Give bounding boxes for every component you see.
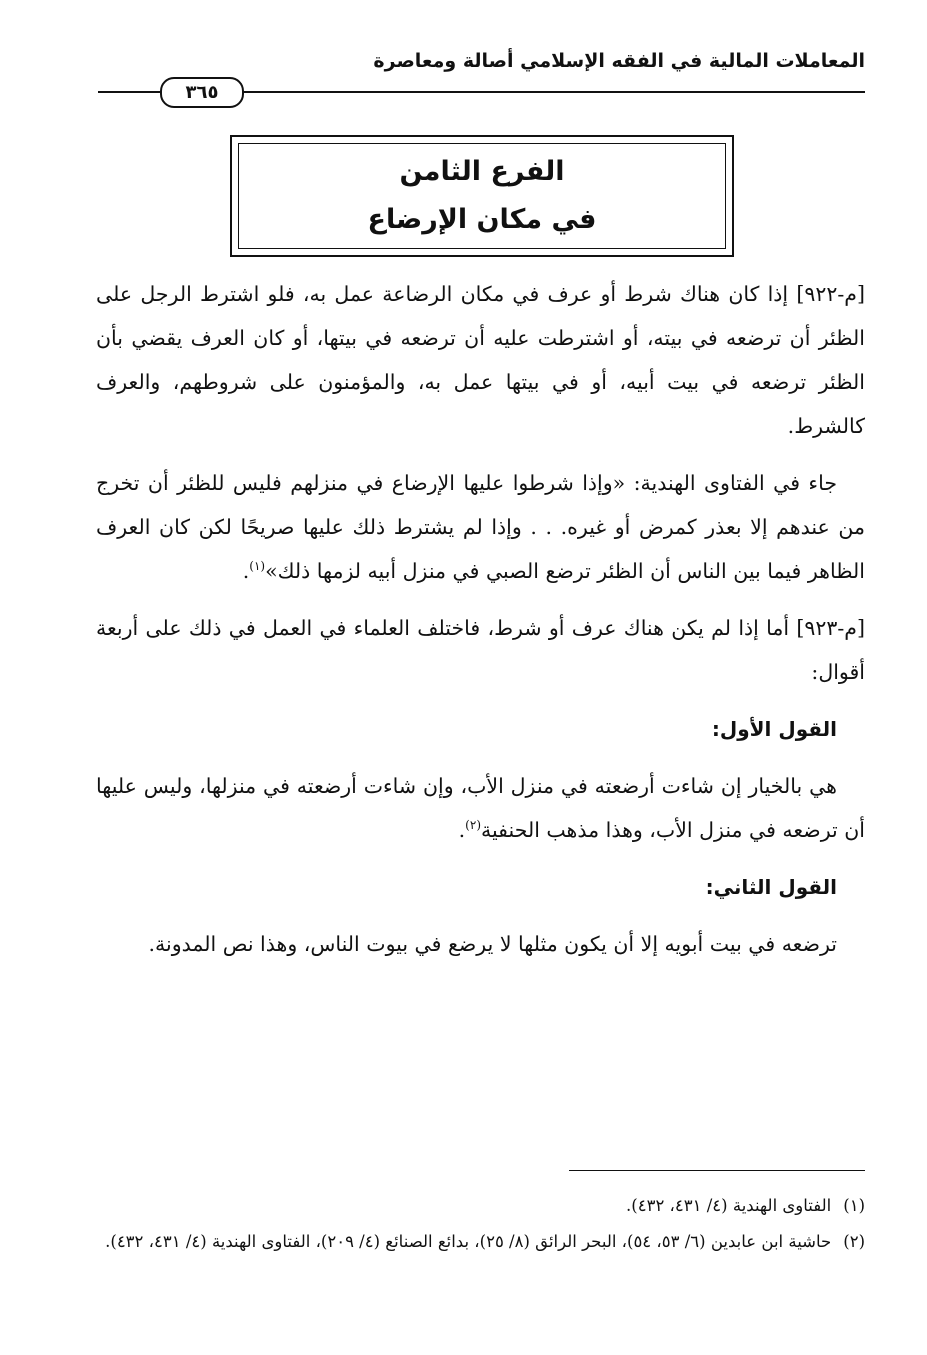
paragraph-923: [م-٩٢٣] أما إذا لم يكن هناك عرف أو شرط، فاختلف العلماء في العمل في ذلك على أربعة أقوال: <box>96 616 865 684</box>
footnote-item <box>96 1188 865 1224</box>
paragraph-second-opinion: ترضعه في بيت أبويه إلا أن يكون مثلها لا يرضع في بيوت الناس، وهذا نص المدونة. <box>148 932 837 956</box>
footnote-ref-1: (١) <box>249 559 266 574</box>
quote-text: جاء في الفتاوى الهندية: «وإذا شرطوا عليها الإرضاع في منزلهم فليس للظئر أن تخرج من عندهم إلا بعذر كمرض أو غيره. . . وإذا لم يشترط ذلك عليها صريحًا لكن كان العرف الظاهر فيما بين الناس أن الظئر ترضع الصبي في منزل أبيه لزمها ذلك» <box>96 471 865 583</box>
paragraph-end-mark: . <box>242 559 250 583</box>
footnote-number: (١) <box>843 1196 865 1215</box>
running-header-title: المعاملات المالية في الفقه الإسلامي أصالة ومعاصرة <box>373 50 865 72</box>
footnote-text: الفتاوى الهندية (٤/ ٤٣١، ٤٣٢). <box>626 1196 832 1215</box>
footnote-number: (٢) <box>843 1232 865 1251</box>
footnote-item <box>96 1224 865 1260</box>
section-title-inner-frame <box>238 143 726 249</box>
subheading-first-opinion: القول الأول: <box>711 717 837 741</box>
footnotes <box>96 1188 865 1260</box>
footnote-separator <box>569 1170 865 1171</box>
footnote-text: حاشية ابن عابدين (٦/ ٥٣، ٥٤)، البحر الرائق (٨/ ٢٥)، بدائع الصنائع (٤/ ٢٠٩)، الفتاوى الهندية (٤/ ٤٣١، ٤٣٢). <box>105 1232 832 1251</box>
paragraph-922: [م-٩٢٢] إذا كان هناك شرط أو عرف في مكان الرضاعة عمل به، فلو اشترط الرجل على الظئر أن ترضعه في بيته، أو اشترطت عليه أن ترضعه في بيتها، أو كان العرف يقضي بأن الظئر ترضعه في بيت أبيه، أو في بيتها عمل به، والمؤمنون على شروطهم، والعرف كالشرط. <box>96 282 865 438</box>
paragraph-fatawa-quote <box>96 461 865 593</box>
section-title-frame <box>230 135 734 257</box>
page-number: ٣٦٥ <box>160 77 244 108</box>
first-opinion-text: هي بالخيار إن شاءت أرضعته في منزل الأب، وإن شاءت أرضعته في منزلها، وليس عليها أن ترضعه في منزل الأب، وهذا مذهب الحنفية <box>96 774 865 842</box>
paragraph-end-mark: . <box>458 818 466 842</box>
section-title-line-1: الفرع الثامن <box>399 156 565 187</box>
footnote-ref-2: (٢) <box>465 818 481 833</box>
subheading-second-opinion: القول الثاني: <box>705 875 837 899</box>
paragraph-first-opinion <box>96 764 865 852</box>
body-text <box>96 272 865 966</box>
section-title-line-2: في مكان الإرضاع <box>367 204 597 235</box>
